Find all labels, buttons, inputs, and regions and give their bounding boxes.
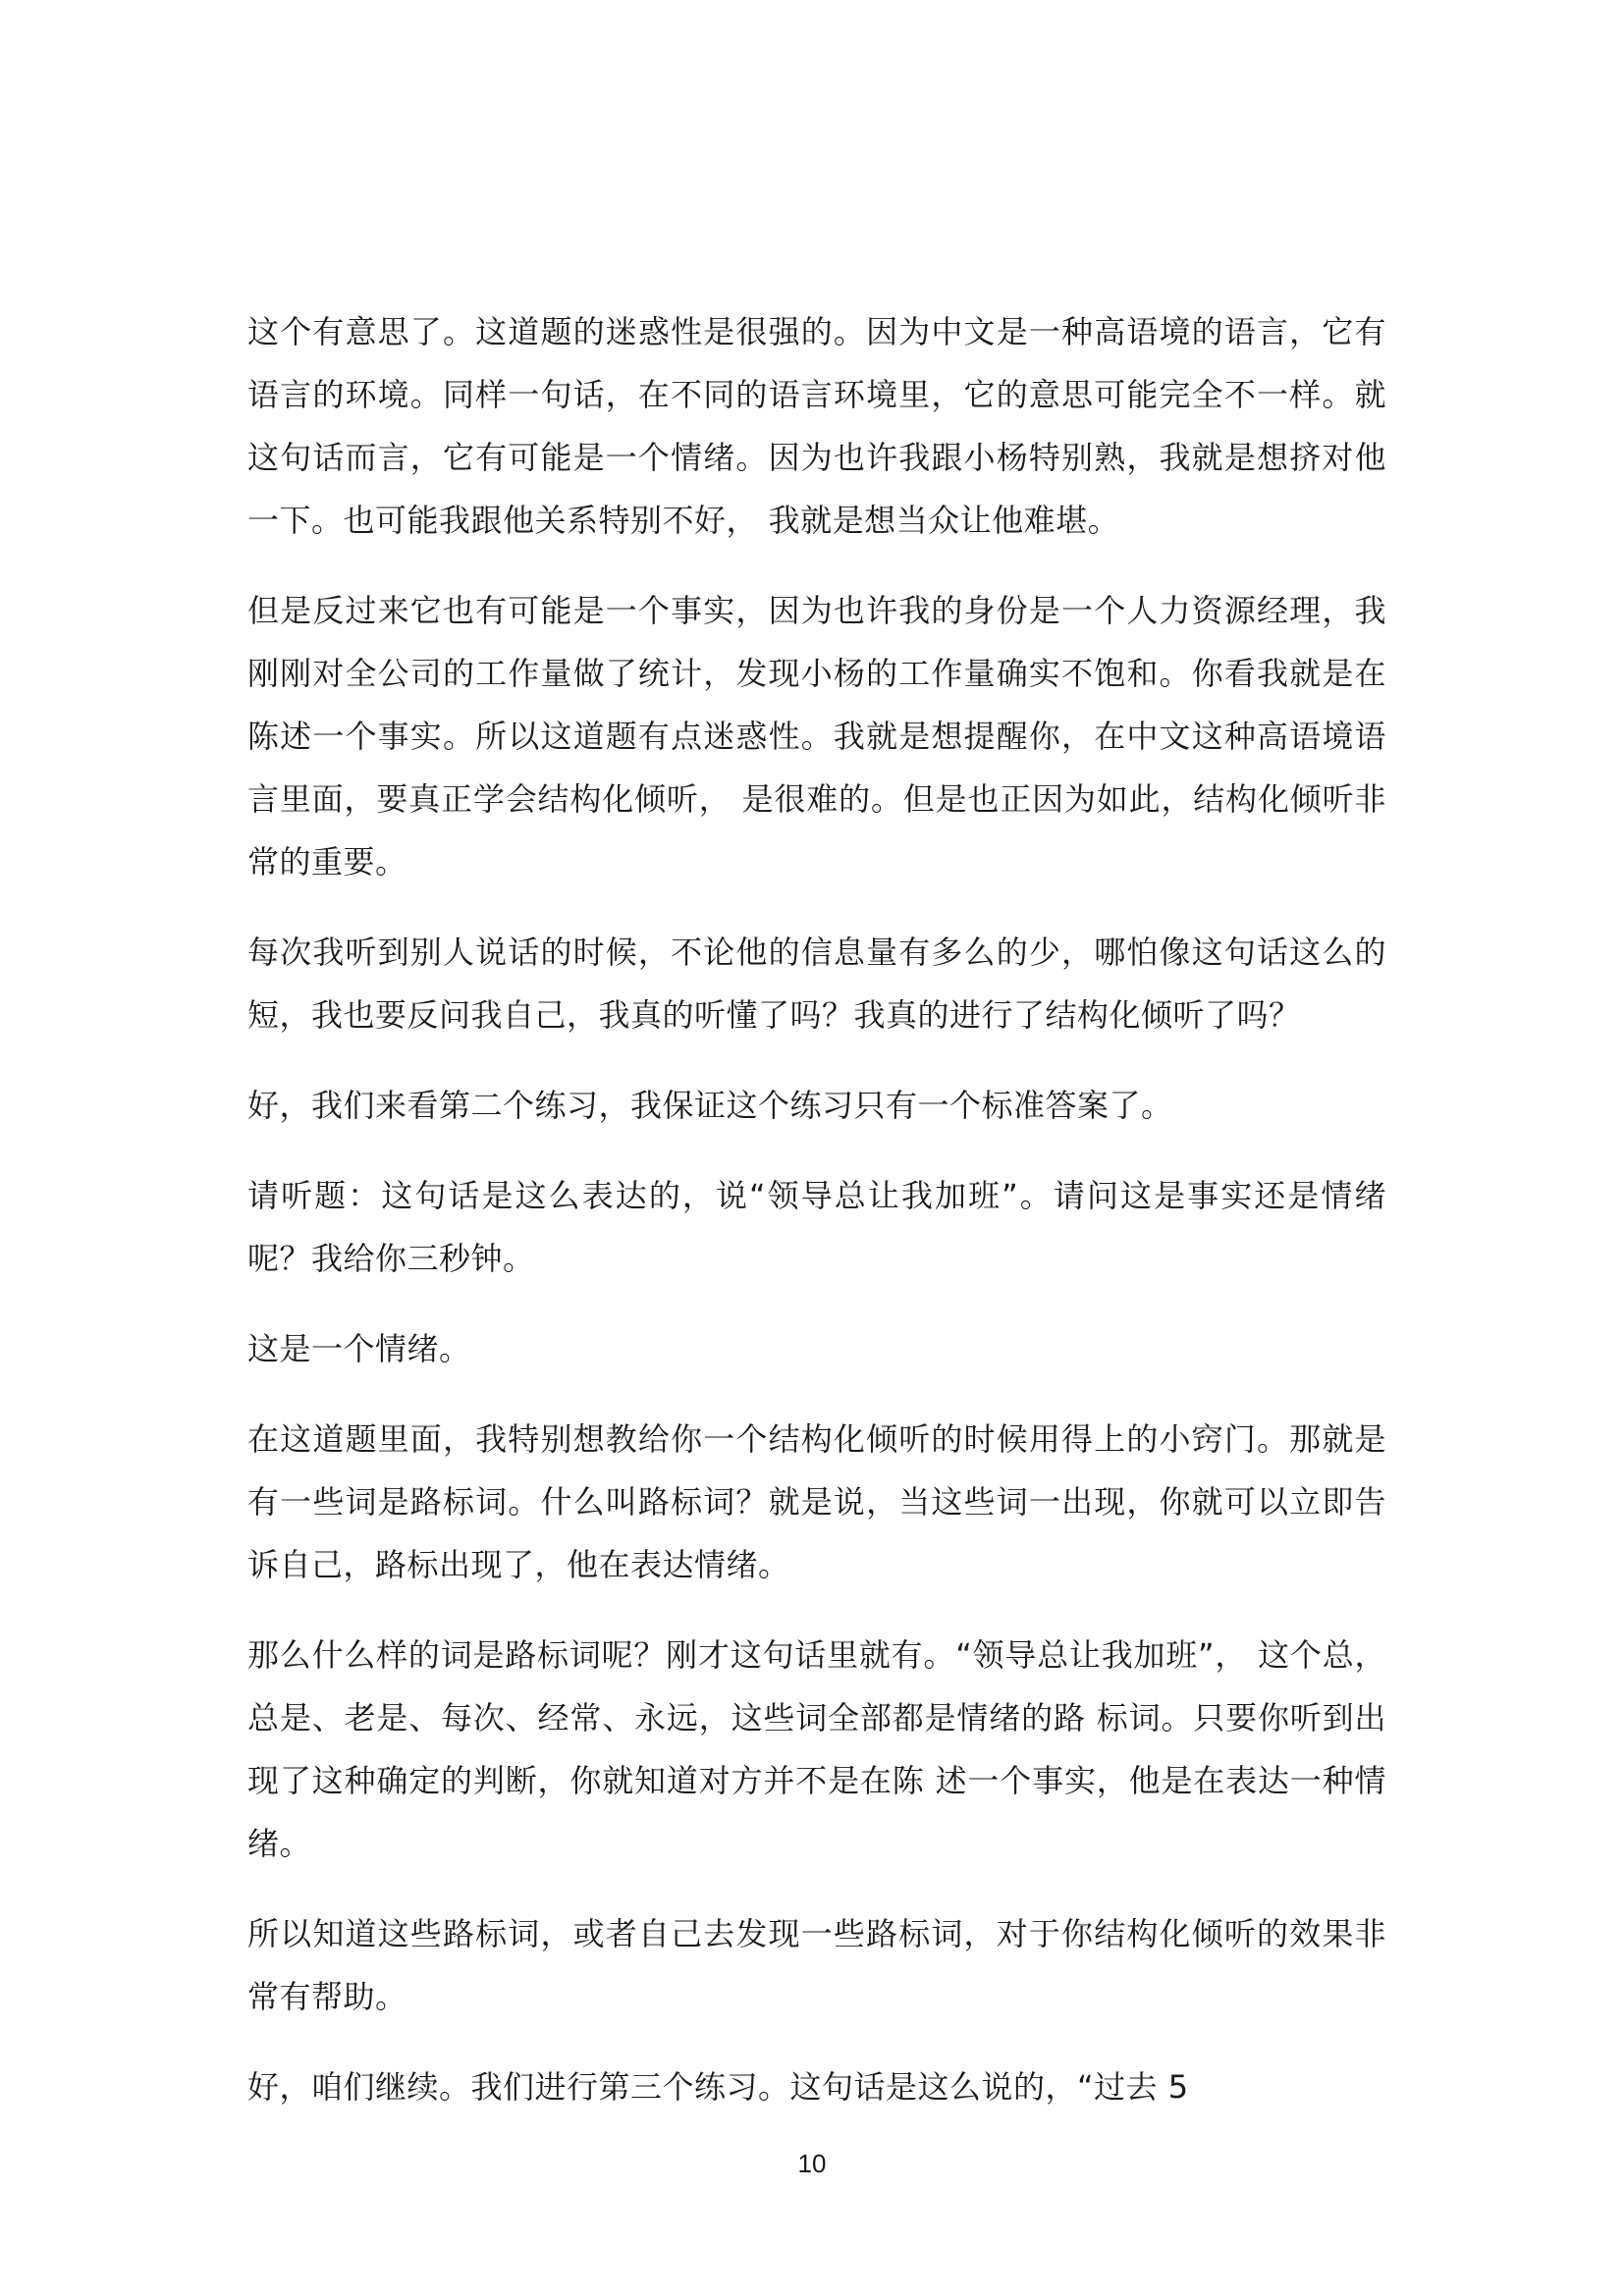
paragraph: 每次我听到别人说话的时候，不论他的信息量有多么的少，哪怕像这句话这么的短，我也要反问我自己，我真的听懂了吗？我真的进行了结构化倾听了吗？ (247, 934, 1386, 1034)
paragraph: 所以知道这些路标词，或者自己去发现一些路标词，对于你结构化倾听的效果非常有帮助。 (247, 1915, 1386, 2015)
paragraph: 请听题：这句话是这么表达的，说“领导总让我加班”。请问这是事实还是情绪呢？我给你三秒钟。 (247, 1177, 1386, 1277)
text-body (247, 300, 1386, 2118)
paragraph: 但是反过来它也有可能是一个事实，因为也许我的身份是一个人力资源经理，我刚刚对全公司的工作量做了统计，发现小杨的工作量确实不饱和。你看我就是在陈述一个事实。所以这道题有点迷惑性。我就是想提醒你，在中文这种高语境语言里面，要真正学会结构化倾听， 是很难的。但是也正因为如此，结构化倾听非常的重要。 (247, 592, 1386, 881)
paragraph: 这个有意思了。这道题的迷惑性是很强的。因为中文是一种高语境的语言，它有语言的环境。同样一句话，在不同的语言环境里，它的意思可能完全不一样。就这句话而言，它有可能是一个情绪。因为也许我跟小杨特别熟，我就是想挤对他一下。也可能我跟他关系特别不好， 我就是想当众让他难堪。 (247, 313, 1386, 539)
paragraph: 这是一个情绪。 (247, 1330, 471, 1367)
paragraph: 好，我们来看第二个练习，我保证这个练习只有一个标准答案了。 (247, 1087, 1173, 1124)
paragraph: 那么什么样的词是路标词呢？刚才这句话里就有。“领导总让我加班”， 这个总，总是、老是、每次、经常、永远，这些词全部都是情绪的路 标词。只要你听到出现了这种确定的判断，你就知道对方并不是在陈 述一个事实，他是在表达一种情绪。 (247, 1636, 1386, 1862)
paragraph: 好，咱们继续。我们进行第三个练习。这句话是这么说的，“过去 5 (247, 2068, 1189, 2106)
page-number: 10 (797, 2149, 827, 2178)
paragraph: 在这道题里面，我特别想教给你一个结构化倾听的时候用得上的小窍门。那就是有一些词是路标词。什么叫路标词？就是说，当这些词一出现，你就可以立即告诉自己，路标出现了，他在表达情绪。 (247, 1420, 1386, 1583)
